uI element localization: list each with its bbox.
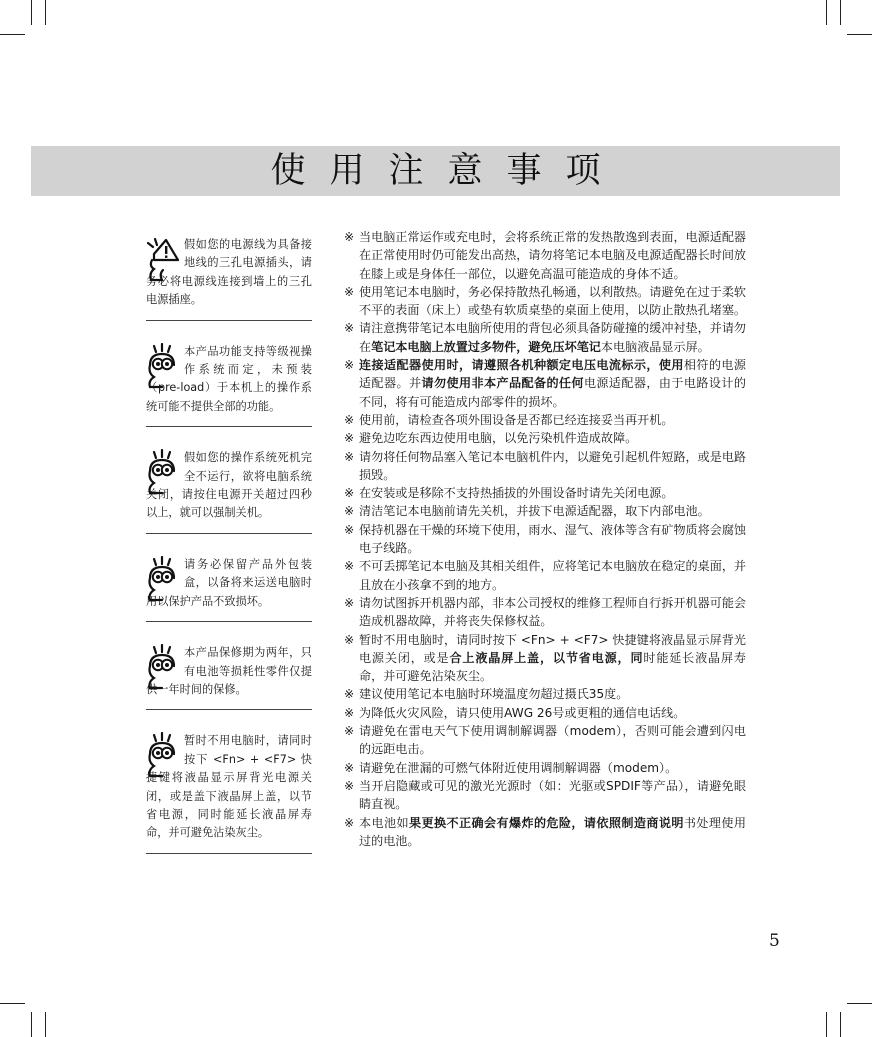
- sidebar-note-body: 暂时不用电脑时，请同时按下 <Fn> + <F7> 快捷键将液晶显示屏背光电源关闭，或是盖下液晶屏上盖，以节省电源，同时能延长液晶屏寿命，并可避免沾染灰尘。: [146, 734, 312, 840]
- bullet-mark: ※: [344, 449, 355, 464]
- title-band: [31, 146, 840, 196]
- sidebar-note-text: [146, 724, 312, 852]
- bullet-mark: ※: [344, 687, 355, 702]
- sidebar-note: [146, 636, 312, 710]
- emphasis-text: 请勿使用非本产品配备的任何: [421, 376, 584, 391]
- bullet-mark: ※: [344, 815, 355, 830]
- bullet-mark: ※: [344, 358, 355, 373]
- page-number: 5: [769, 931, 780, 951]
- sidebar-note: [146, 335, 312, 428]
- bullet-mark: ※: [344, 778, 355, 793]
- precaution-item: [344, 448, 746, 485]
- sidebar-note-text: [146, 228, 312, 320]
- precaution-item: [344, 228, 746, 283]
- info-owl-icon: [146, 644, 184, 678]
- emphasis-text: 果更换不正确会有爆炸的危险，请依照制造商说明: [408, 815, 684, 830]
- item-text: 不可丢掷笔记本电脑及其相关组件，应将笔记本电脑放在稳定的桌面，并且放在小孩拿不到的地方。: [359, 559, 747, 592]
- bullet-mark: ※: [344, 284, 355, 299]
- item-text: 请避免在泄漏的可燃气体附近使用调制解调器（modem）。: [359, 760, 678, 775]
- sidebar-note-body: 请务必保留产品外包装盒，以备将来运送电脑时用以保护产品不致损坏。: [146, 557, 312, 608]
- precaution-item: [344, 685, 746, 703]
- bullet-mark: ※: [344, 705, 355, 720]
- emphasis-text: 笔记本电脑上放置过多物件，避免压坏笔记: [371, 339, 601, 354]
- item-text: 清洁笔记本电脑前请先关机，并拔下电源适配器，取下内部电池。: [359, 504, 710, 519]
- precaution-item: [344, 411, 746, 429]
- item-text: 使用笔记本电脑时，务必保持散热孔畅通，以利散热。请避免在过于柔软不平的表面（床上）或垫有软质桌垫的桌面上使用，以防止散热孔堵塞。: [359, 284, 747, 318]
- precaution-item: [344, 521, 746, 558]
- sidebar-note-body: 假如您的操作系统死机完全不运行，欲将电脑系统关闭，请按住电源开关超过四秒以上，就可以强制关机。: [146, 451, 312, 520]
- info-owl-icon: [146, 732, 184, 766]
- item-text: 请避免在雷电天气下使用调制解调器（modem），否则可能会遭到闪电的远距电击。: [359, 724, 746, 757]
- item-text: 时能延长液晶屏寿命，并可避免沾染灰尘。: [359, 650, 746, 684]
- item-text: 避免边吃东西边使用电脑，以免污染机件造成故障。: [359, 431, 638, 446]
- bullet-mark: ※: [344, 559, 355, 574]
- precaution-item: [344, 631, 746, 686]
- precaution-item: [344, 777, 746, 814]
- sidebar-notes: [146, 228, 312, 854]
- precaution-item: [344, 557, 746, 594]
- precaution-item: [344, 722, 746, 759]
- precaution-item: [344, 283, 746, 320]
- precaution-item: [344, 429, 746, 447]
- sidebar-note-text: [146, 636, 312, 709]
- sidebar-note-text: [146, 441, 312, 533]
- precaution-item: [344, 502, 746, 520]
- item-text: 请勿试图拆开机器内部，非本公司授权的维修工程师自行拆开机器可能会造成机器故障，并将丧失保修权益。: [359, 595, 747, 629]
- main-precautions-list: [344, 228, 746, 850]
- item-text: 暂时不用电脑时，请同时按下 <Fn> + <F7> 快捷键将液晶显示屏背光电源关闭，或是: [359, 632, 746, 665]
- sidebar-note-body: 本产品功能支持等级视操作系统而定，未预装（pre-load）于本机上的操作系统可能不提供全部的功能。: [146, 344, 312, 413]
- precaution-item: [344, 704, 746, 722]
- item-text: 当开启隐藏或可见的激光光源时（如：光驱或SPDIF等产品），请避免眼睛直视。: [359, 778, 746, 812]
- bullet-mark: ※: [344, 431, 355, 446]
- info-owl-icon: [146, 556, 184, 590]
- precaution-item: [344, 319, 746, 356]
- item-text: 请勿将任何物品塞入笔记本电脑机件内，以避免引起机件短路，或是电路损毁。: [359, 449, 747, 482]
- sidebar-note: [146, 724, 312, 853]
- item-text: 在安装或是移除不支持热插拔的外围设备时请先关闭电源。: [359, 486, 674, 501]
- bullet-mark: ※: [344, 724, 355, 739]
- sidebar-note: [146, 441, 312, 534]
- bullet-mark: ※: [344, 522, 355, 537]
- item-text: 本电池如: [359, 815, 409, 830]
- item-text: 电源适配器，由于电路设计的不同，将有可能造成内部零件的损坏。: [359, 376, 746, 409]
- bullet-mark: ※: [344, 486, 355, 501]
- precaution-item: [344, 759, 746, 777]
- precaution-item: [344, 484, 746, 502]
- sidebar-note-text: [146, 548, 312, 621]
- item-text: 书处理使用过的电池。: [359, 815, 746, 848]
- sidebar-note-body: 假如您的电源线为具备接地线的三孔电源插头，请务必将电源线连接到墙上的三孔电源插座。: [146, 238, 312, 307]
- emphasis-text: 合上液晶屏上盖，以节省电源，同: [449, 650, 644, 665]
- info-owl-icon: [146, 343, 184, 377]
- bullet-mark: ※: [344, 230, 355, 244]
- item-text: 使用前，请检查各项外围设备是否都已经连接妥当再开机。: [359, 412, 674, 427]
- sidebar-note-text: [146, 335, 312, 427]
- bullet-mark: ※: [344, 412, 355, 427]
- item-text: 保持机器在干燥的环境下使用，雨水、湿气、液体等含有矿物质将会腐蚀电子线路。: [359, 522, 747, 556]
- info-owl-icon: [146, 449, 184, 483]
- item-text: 本电脑液晶显示屏。: [600, 339, 710, 354]
- sidebar-note: [146, 548, 312, 622]
- bullet-mark: ※: [344, 321, 355, 336]
- item-text: 请注意携带笔记本电脑所使用的背包必须具备防碰撞的缓冲衬垫，并请勿在: [359, 321, 747, 354]
- item-text: 为降低火灾风险，请只使用AWG 26号或更粗的通信电话线。: [359, 705, 686, 720]
- sidebar-note-body: 本产品保修期为两年，只有电池等损耗性零件仅提供一年时间的保修。: [146, 646, 312, 696]
- item-text: 当电脑正常运作或充电时，会将系统正常的发热散逸到表面，电源适配器在正常使用时仍可能发出高热，请勿将笔记本电脑及电源适配器长时间放在膝上或是身体任一部位，以避免高温可能造成的身体不适。: [359, 230, 747, 281]
- bullet-mark: ※: [344, 760, 355, 775]
- warning-exclamation-icon: [146, 236, 184, 270]
- sidebar-note: [146, 228, 312, 321]
- bullet-mark: ※: [344, 632, 355, 647]
- precaution-item: [344, 356, 746, 411]
- emphasis-text: 连接适配器使用时，请遵照各机种额定电压电流标示，使用: [359, 358, 684, 373]
- item-text: 相符的电源适配器。并: [359, 358, 746, 391]
- bullet-mark: ※: [344, 504, 355, 519]
- page-title: 使用注意事项: [270, 151, 625, 191]
- precaution-item: [344, 594, 746, 631]
- precaution-item: [344, 814, 746, 851]
- bullet-mark: ※: [344, 595, 355, 610]
- item-text: 建议使用笔记本电脑时环境温度勿超过摄氏35度。: [359, 687, 629, 702]
